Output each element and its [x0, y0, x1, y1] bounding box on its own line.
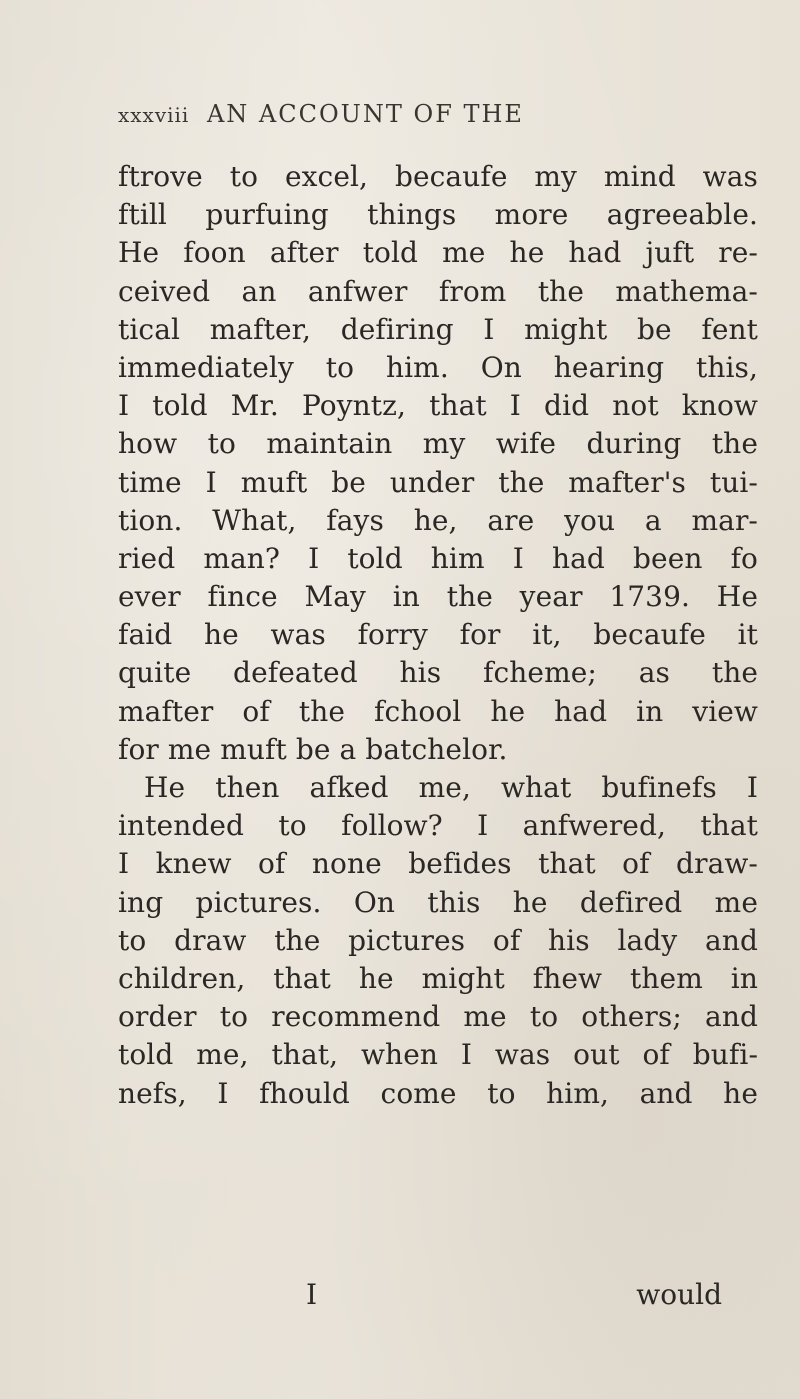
running-title: AN ACCOUNT OF THE — [206, 100, 524, 128]
paragraph-start-line: He then afked me, what bufinefs I — [144, 771, 758, 804]
text-line: ftrove to excel, becaufe my mind was — [118, 160, 758, 193]
text-line: intended to follow? I anfwered, that — [118, 809, 758, 843]
text-line: nefs, I fhould come to him, and he — [118, 1076, 758, 1110]
text-line: order to recommend me to others; and — [118, 1000, 758, 1034]
paragraph-end-line: for me muft be a batchelor. — [118, 732, 508, 766]
text-line: to draw the pictures of his lady and — [118, 923, 758, 957]
text-line: I knew of none befides that of draw- — [118, 847, 758, 881]
text-line: faid he was forry for it, becaufe it — [118, 618, 758, 652]
text-line: ftill purfuing things more agreeable. — [118, 198, 758, 232]
body-text — [118, 158, 758, 1113]
text-line: quite defeated his fcheme; as the — [118, 656, 758, 690]
text-line: children, that he might fhew them in — [118, 961, 758, 995]
text-line: ever fince May in the year 1739. He — [118, 580, 758, 614]
text-line: ried man? I told him I had been fo — [118, 541, 758, 575]
text-line: I told Mr. Poyntz, that I did not know — [118, 389, 758, 423]
running-header — [118, 100, 758, 140]
text-line: how to maintain my wife during the — [118, 427, 758, 461]
text-line: He foon after told me he had juft re- — [118, 236, 758, 270]
text-line: immediately to him. On hearing this, — [118, 350, 758, 384]
text-line: told me, that, when I was out of bufi- — [118, 1038, 758, 1072]
text-line: mafter of the fchool he had in view — [118, 694, 758, 728]
text-line: ing pictures. On this he defired me — [118, 885, 758, 919]
catchword: would — [636, 1278, 722, 1311]
text-line: time I muft be under the mafter's tui- — [118, 465, 758, 499]
text-line: ceived an anfwer from the mathema- — [118, 274, 758, 308]
signature-mark: I — [306, 1278, 318, 1311]
text-line: tical mafter, defiring I might be fent — [118, 312, 758, 346]
text-line: tion. What, fays he, are you a mar- — [118, 503, 758, 537]
page-footer — [118, 1278, 722, 1318]
page-folio: xxxviii — [118, 103, 190, 127]
